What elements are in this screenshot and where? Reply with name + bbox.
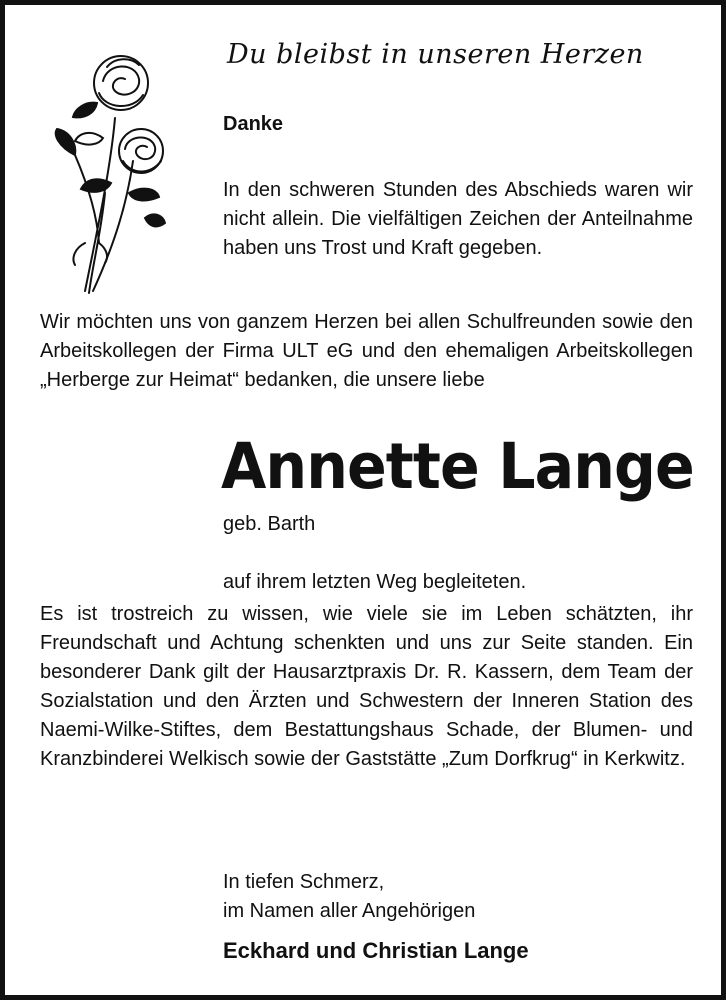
intro-paragraph: In den schweren Stunden des Abschieds waren wir nicht allein. Die vielfältigen Zeichen der Anteilnahme haben uns Trost und Kraft gegeben.	[223, 179, 693, 259]
signature: Eckhard und Christian Lange	[223, 938, 529, 963]
rose-bouquet-icon	[45, 43, 175, 298]
thanks-heading: Danke	[223, 113, 284, 135]
deceased-name: Annette Lange	[221, 430, 694, 503]
closing-line-1: In tiefen Schmerz,	[223, 871, 385, 893]
last-way-line: auf ihrem letzten Weg begleiteten.	[223, 571, 527, 593]
body-paragraph: Es ist trostreich zu wissen, wie viele sie im Leben schätzten, ihr Freundschaft und Achtung schenkten und uns zur Seite standen. Ein besonderer Dank gilt der Hausarztpraxis Dr. R. Kassern, dem Team der Sozialstation und den Ärzten und Schwestern der Inneren Station des Naemi-Wilke-Stiftes, dem Bestattungshaus Schade, der Blumen- und Kranzbinderei Welkisch sowie der Gaststätte „Zum Dorfkrug“ in Kerkwitz.	[40, 603, 693, 770]
motto-heading: Du bleibst in unseren Herzen	[227, 39, 644, 70]
birth-name: geb. Barth	[223, 513, 316, 535]
thanks-paragraph: Wir möchten uns von ganzem Herzen bei allen Schulfreunden sowie den Arbeitskollegen der Firma ULT eG und den ehemaligen Arbeitskollegen „Herberge zur Heimat“ bedanken, die unsere liebe	[40, 311, 693, 391]
closing-line-2: im Namen aller Angehörigen	[223, 900, 476, 922]
